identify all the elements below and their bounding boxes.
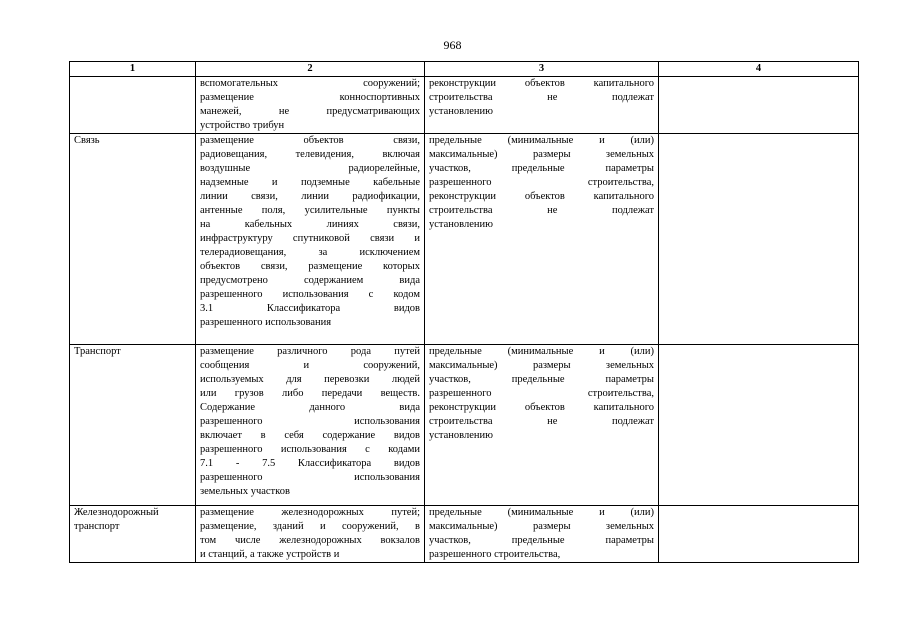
land-use-type-cell [70, 77, 196, 134]
cell-text-line: надземные и подземные кабельные [200, 177, 420, 188]
description-cell [196, 345, 425, 506]
column-header-1: 1 [70, 62, 196, 77]
table-row [70, 345, 859, 506]
cell-text-line: 3.1 Классификатора видов [200, 303, 420, 314]
cell-text-line: разрешенного использования [200, 317, 332, 328]
cell-text-line: реконструкции объектов капитального [429, 402, 654, 413]
cell-text-line: разрешенного использования [200, 472, 420, 483]
column-header-2: 2 [196, 62, 425, 77]
cell-text-line: на кабельных линиях связи, [200, 219, 420, 230]
notes-cell [659, 77, 859, 134]
cell-text-line: предельные (минимальные и (или) [429, 135, 654, 146]
description-cell [196, 77, 425, 134]
land-use-type-cell: Связь [70, 134, 196, 345]
table-row [70, 506, 859, 563]
cell-text-line: строительства не подлежат [429, 416, 654, 427]
cell-text-line: максимальные) размеры земельных [429, 360, 654, 371]
cell-text-line: реконструкции объектов капитального [429, 78, 654, 89]
cell-text-line: размещение различного рода путей [200, 346, 420, 357]
parameters-cell [425, 345, 659, 506]
cell-text-line: и станций, а также устройств и [200, 549, 340, 560]
cell-text-line: участков, предельные параметры [429, 535, 654, 546]
notes-cell [659, 506, 859, 563]
cell-text-line: максимальные) размеры земельных [429, 521, 654, 532]
land-use-type-cell: Транспорт [70, 345, 196, 506]
cell-text-line: вспомогательных сооружений; [200, 78, 420, 89]
column-header-4: 4 [659, 62, 859, 77]
page-number: 968 [443, 38, 462, 52]
land-use-type-cell: Железнодорожный транспорт [70, 506, 196, 563]
column-header-3: 3 [425, 62, 659, 77]
cell-text-line: предельные (минимальные и (или) [429, 507, 654, 518]
notes-cell [659, 345, 859, 506]
cell-text-line: размещение железнодорожных путей; [200, 507, 420, 518]
cell-text-line: установлению [429, 430, 493, 441]
description-cell [196, 506, 425, 563]
cell-text-line: используемых для перевозки людей [200, 374, 420, 385]
regulations-table [69, 61, 859, 563]
cell-text-line: размещение, зданий и сооружений, в [200, 521, 420, 532]
cell-text-line: устройство трибун [200, 120, 285, 131]
cell-text-line: размещение объектов связи, [200, 135, 420, 146]
cell-text-line: установлению [429, 106, 493, 117]
cell-text-line: установлению [429, 219, 493, 230]
cell-text-line: инфраструктуру спутниковой связи и [200, 233, 420, 244]
cell-text-line: или грузов либо передачи веществ. [200, 388, 420, 399]
cell-text-line: линии связи, линии радиофикации, [200, 191, 420, 202]
description-cell [196, 134, 425, 345]
cell-text-line: разрешенного использования с кодом [200, 289, 420, 300]
notes-cell [659, 134, 859, 345]
cell-text-line: сообщения и сооружений, [200, 360, 420, 371]
cell-text-line: строительства не подлежат [429, 92, 654, 103]
cell-text-line: земельных участков [200, 486, 290, 497]
cell-text-line: максимальные) размеры земельных [429, 149, 654, 160]
cell-text-line: объектов связи, размещение которых [200, 261, 420, 272]
cell-text-line: манежей, не предусматривающих [200, 106, 420, 117]
cell-text-line: 7.1 - 7.5 Классификатора видов [200, 458, 420, 469]
cell-text-line: антенные поля, усилительные пункты [200, 205, 420, 216]
cell-text-line: разрешенного использования с кодами [200, 444, 420, 455]
cell-text-line: разрешенного строительства, [429, 388, 654, 399]
cell-text-line: предусмотрено содержанием вида [200, 275, 420, 286]
table-header-row [70, 62, 859, 77]
cell-text-line: радиовещания, телевидения, включая [200, 149, 420, 160]
cell-text-line: воздушные радиорелейные, [200, 163, 420, 174]
table-row [70, 134, 859, 345]
cell-text-line: участков, предельные параметры [429, 374, 654, 385]
cell-text-line: строительства не подлежат [429, 205, 654, 216]
parameters-cell [425, 506, 659, 563]
cell-text-line: реконструкции объектов капитального [429, 191, 654, 202]
cell-text-line: разрешенного строительства, [429, 549, 561, 560]
cell-text-line: предельные (минимальные и (или) [429, 346, 654, 357]
cell-text-line: Содержание данного вида [200, 402, 420, 413]
cell-text-line: участков, предельные параметры [429, 163, 654, 174]
parameters-cell [425, 134, 659, 345]
parameters-cell [425, 77, 659, 134]
table-row [70, 77, 859, 134]
cell-text-line: разрешенного использования [200, 416, 420, 427]
cell-text-line: том числе железнодорожных вокзалов [200, 535, 420, 546]
cell-text-line: включает в себя содержание видов [200, 430, 420, 441]
cell-text-line: телерадиовещания, за исключением [200, 247, 420, 258]
cell-text-line: размещение конноспортивных [200, 92, 420, 103]
cell-text-line: разрешенного строительства, [429, 177, 654, 188]
